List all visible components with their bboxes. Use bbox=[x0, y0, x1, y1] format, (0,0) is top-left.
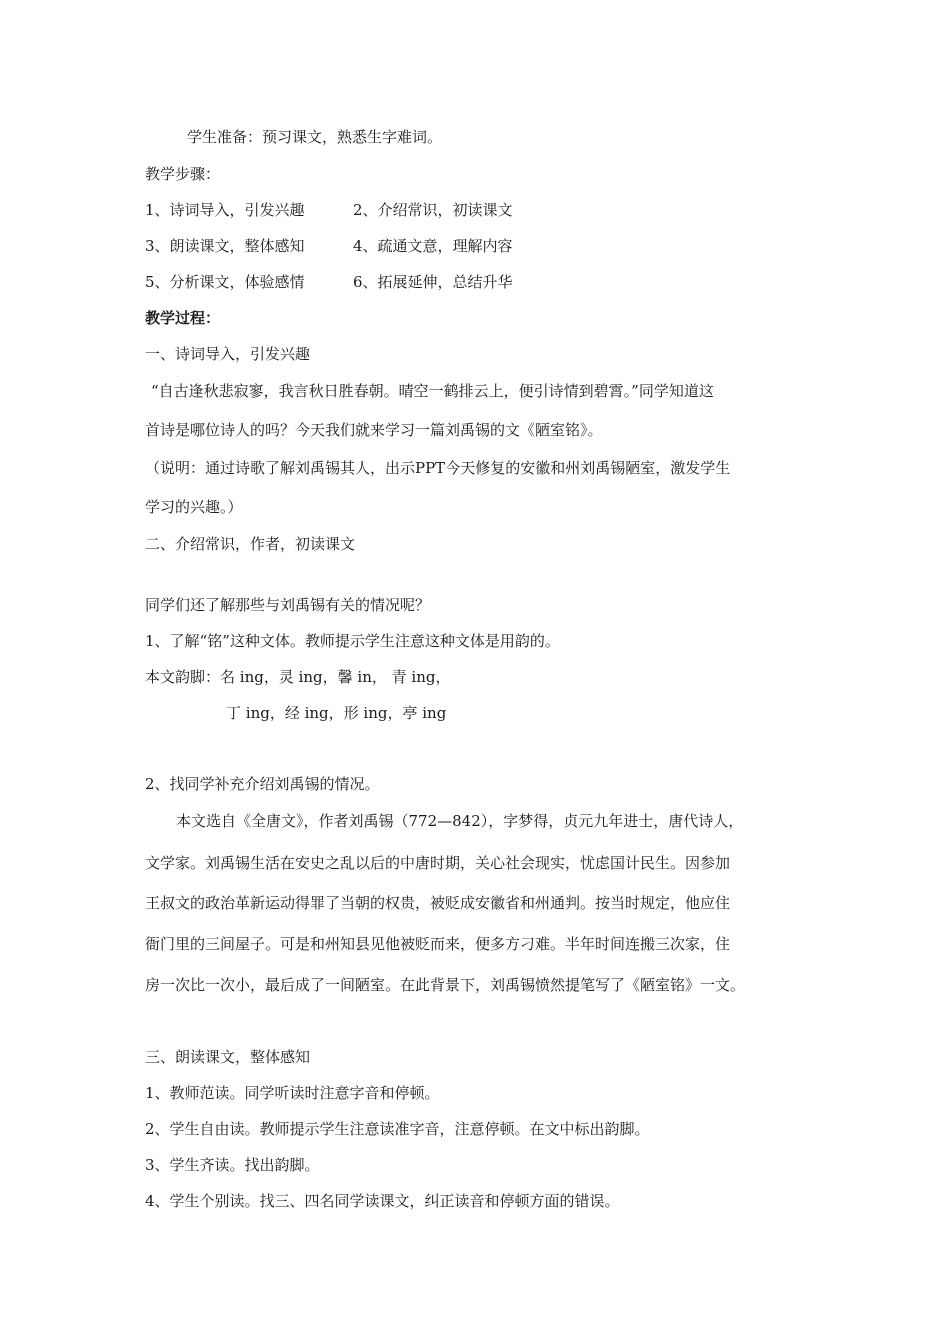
step-item: 3、朗读课文，整体感知 bbox=[145, 237, 305, 255]
step-item: 6、拓展延伸，总结升华 bbox=[353, 273, 513, 291]
list-item: 1、教师范读。同学听读时注意字音和停顿。 bbox=[145, 1084, 440, 1102]
step-item: 5、分析课文，体验感情 bbox=[145, 273, 305, 291]
list-item: 3、学生齐读。找出韵脚。 bbox=[145, 1156, 320, 1174]
note-line: 学习的兴趣。） bbox=[145, 498, 243, 516]
bio-line: 本文选自《全唐文》，作者刘禹锡（772—842），字梦得，贞元九年进士，唐代诗人， bbox=[176, 812, 744, 830]
step-item: 1、诗词导入，引发兴趣 bbox=[145, 201, 305, 219]
steps-title: 教学步骤： bbox=[145, 165, 221, 183]
poem-paragraph-line: 首诗是哪位诗人的吗？今天我们就来学习一篇刘禹锡的文《陋室铭》。 bbox=[145, 421, 603, 439]
list-item: 1、了解“铭”这种文体。教师提示学生注意这种文体是用韵的。 bbox=[145, 632, 560, 650]
poem-paragraph-line: “自古逢秋悲寂寥，我言秋日胜春朝。晴空一鹤排云上，便引诗情到碧霄。”同学知道这 bbox=[151, 382, 714, 400]
intro-line: 同学们还了解那些与刘禹锡有关的情况呢？ bbox=[145, 596, 431, 614]
list-item: 2、学生自由读。教师提示学生注意读准字音，注意停顿。在文中标出韵脚。 bbox=[145, 1120, 650, 1138]
steps-row bbox=[145, 200, 513, 220]
note-line: （说明：通过诗歌了解刘禹锡其人，出示PPT今天修复的安徽和州刘禹锡陋室，激发学生 bbox=[145, 459, 731, 477]
section-heading: 二、介绍常识，作者，初读课文 bbox=[145, 535, 356, 553]
bio-line: 衙门里的三间屋子。可是和州知县见他被贬而来，便多方刁难。半年时间连搬三次家，住 bbox=[145, 935, 731, 953]
student-prep-line: 学生准备：预习课文，熟悉生字难词。 bbox=[187, 128, 443, 146]
step-item: 4、疏通文意，理解内容 bbox=[353, 237, 513, 255]
process-title: 教学过程： bbox=[145, 309, 221, 327]
bio-line: 房一次比一次小，最后成了一间陋室。在此背景下，刘禹锡愤然提笔写了《陋室铭》一文。 bbox=[145, 976, 746, 994]
steps-row bbox=[145, 236, 513, 256]
step-item: 2、介绍常识，初读课文 bbox=[353, 201, 513, 219]
rhyme-line: 本文韵脚：名 ing，灵 ing，馨 in， 青 ing， bbox=[145, 668, 451, 686]
bio-line: 王叔文的政治革新运动得罪了当朝的权贵，被贬成安徽省和州通判。按当时规定，他应住 bbox=[145, 894, 731, 912]
section-heading: 三、朗读课文，整体感知 bbox=[145, 1048, 311, 1066]
bio-line: 文学家。刘禹锡生活在安史之乱以后的中唐时期，关心社会现实，忧虑国计民生。因参加 bbox=[145, 854, 731, 872]
document-page bbox=[145, 0, 813, 1344]
steps-row bbox=[145, 272, 513, 292]
list-item: 4、学生个别读。找三、四名同学读课文，纠正读音和停顿方面的错误。 bbox=[145, 1192, 620, 1210]
list-item: 2、找同学补充介绍刘禹锡的情况。 bbox=[145, 775, 380, 793]
section-heading: 一、诗词导入，引发兴趣 bbox=[145, 345, 311, 363]
rhyme-line: 丁 ing，经 ing，形 ing，亭 ing bbox=[226, 704, 447, 722]
